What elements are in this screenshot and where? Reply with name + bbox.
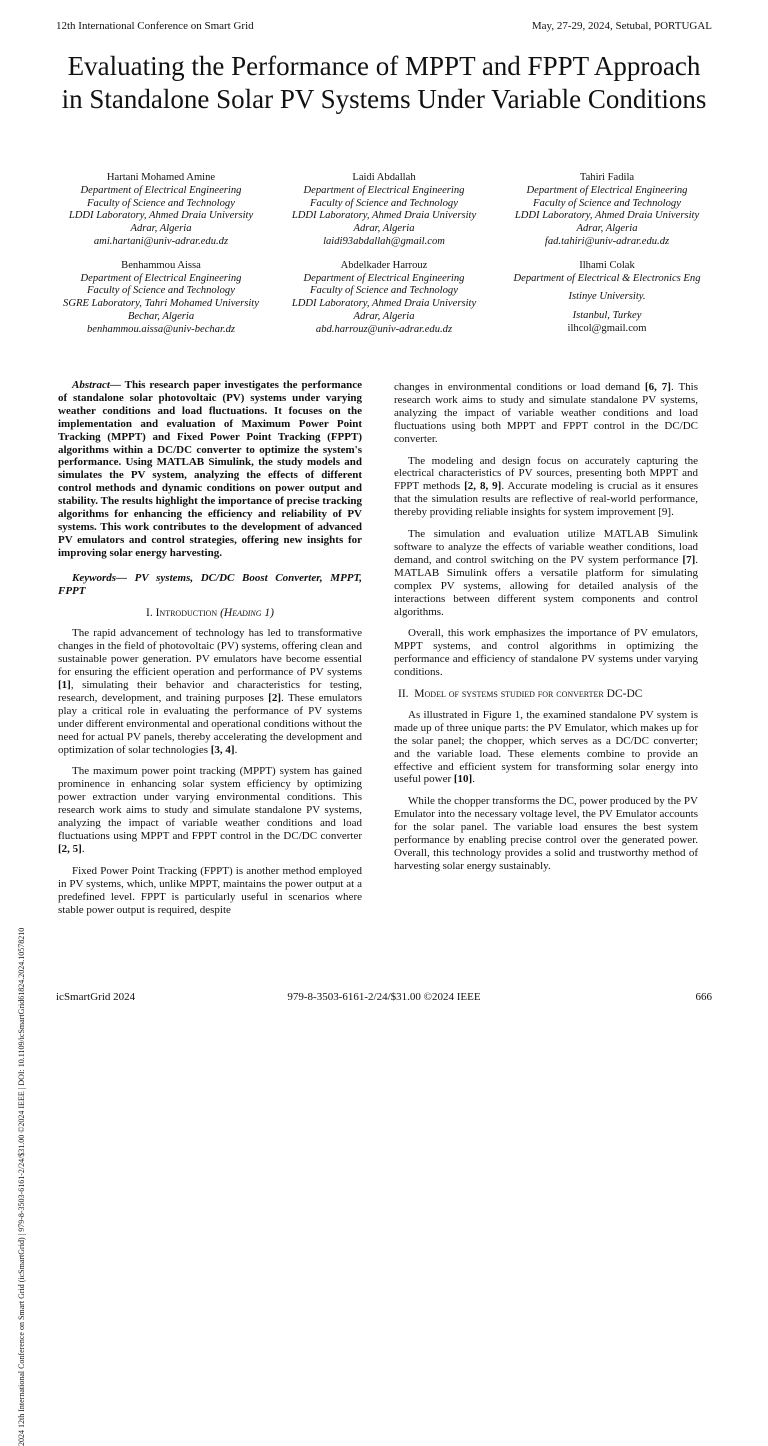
- author-card: [502, 172, 712, 249]
- text-run: .: [234, 743, 238, 756]
- running-header-conference: 12th International Conference on Smart Grid: [56, 20, 254, 32]
- author-affiliation: Faculty of Science and Technology: [533, 197, 681, 209]
- citation: [2, 8, 9]: [464, 480, 502, 493]
- author-affiliation: Faculty of Science and Technology: [310, 197, 458, 209]
- body-paragraph: [58, 627, 362, 756]
- author-card: [279, 172, 489, 249]
- body-paragraph: [394, 381, 698, 446]
- paper-title: Evaluating the Performance of MPPT and FPPT Approach in Standalone Solar PV Systems Under Variable Conditions: [61, 51, 707, 114]
- citation: [6, 7]: [644, 381, 671, 393]
- footer-conference: icSmartGrid 2024: [56, 991, 136, 1003]
- author-email: benhammou.aissa@univ-bechar.dz: [86, 323, 236, 335]
- citation: [1]: [58, 679, 71, 692]
- citation: [2]: [268, 691, 281, 704]
- author-affiliation: LDDI Laboratory, Ahmed Draia University: [291, 210, 477, 222]
- author-card: [56, 172, 266, 249]
- author-affiliation: Faculty of Science and Technology: [87, 285, 235, 297]
- author-email: ami.hartani@univ-adrar.edu.dz: [93, 235, 229, 247]
- citation: [3, 4]: [210, 743, 235, 756]
- text-run: .: [472, 773, 475, 786]
- author-card: [56, 260, 266, 337]
- text-run: The simulation and evaluation utilize MATLAB Simulink software to analyze the effects of variable weather conditions, load demand, and control switching on the PV system performance: [394, 528, 698, 566]
- author-name: Tahiri Fadila: [579, 172, 635, 183]
- author-affiliation: Adrar, Algeria: [130, 223, 192, 235]
- body-paragraph: [394, 709, 698, 786]
- section-heading-model: [394, 688, 698, 701]
- page-number: 666: [695, 991, 712, 1003]
- author-affiliation: LDDI Laboratory, Ahmed Draia University: [291, 298, 477, 310]
- author-block: [56, 172, 712, 348]
- author-name: Benhammou Aissa: [121, 259, 201, 271]
- author-affiliation: Department of Electrical Engineering: [526, 184, 688, 196]
- body-paragraph: [58, 865, 362, 917]
- text-run: The maximum power point tracking (MPPT) system has gained prominence in enhancing solar system efficiency by optimizing power extraction under varying environmental conditions. This research work aims to study and simulate standalone PV systems, analyzing the impact of variable weather conditions and load fluctuations using MPPT and FPPT control in the DC/DC converter: [58, 765, 362, 842]
- abstract: [58, 379, 362, 560]
- left-column: [58, 379, 362, 925]
- text-run: The rapid advancement of technology has led to transformative changes in the field of photovoltaic (PV) systems, offering clean and sustainable power generation. PV emulators have become essential for ensuring the efficient operation and performance of PV systems: [58, 627, 362, 679]
- text-run: While the chopper transforms the DC, power produced by the PV Emulator into the necessary voltage level, the PV Emulator accounts for the solar panel. The variable load ensures the best system performance by enabling precise control over the generated power. Overall, this technology provides a solid and trustworthy method of harvesting solar energy sustainably.: [394, 795, 698, 872]
- section-note: (Heading 1): [220, 606, 274, 619]
- author-affiliation: Department of Electrical Engineering: [80, 184, 242, 196]
- keywords-label: Keywords—: [72, 571, 127, 584]
- author-row-2: [56, 260, 712, 337]
- body-paragraph: [394, 627, 698, 679]
- text-run: . This research work aims to study and simulate standalone PV systems, analyzing the impact of variable weather conditions and load fluctuations using both MPPT and FPPT control in the DC/DC converter.: [394, 381, 699, 445]
- text-run: Fixed Power Point Tracking (FPPT) is another method employed in PV systems, which, unlike MPPT, maintains the power output at a predefined level. FPPT is particularly useful in scenarios where stable power output is required, despite: [58, 864, 362, 916]
- author-affiliation: Department of Electrical & Electronics Eng: [513, 272, 701, 284]
- doi-text: 2024 12th International Conference on Smart Grid (icSmartGrid) | 979-8-3503-6161-2/24/$31.00 ©2024 IEEE | DOI: 10.1109/icSmartGrid61824.2024.10578210: [17, 927, 26, 1446]
- running-header-date: May, 27-29, 2024, Setubal, PORTUGAL: [531, 20, 712, 32]
- body-paragraph: [394, 455, 698, 520]
- author-affiliation: Faculty of Science and Technology: [310, 285, 458, 297]
- keywords-text: PV systems, DC/DC Boost Converter, MPPT, FPPT: [58, 571, 362, 597]
- author-name: Laidi Abdallah: [352, 172, 416, 183]
- author-affiliation: Department of Electrical Engineering: [80, 272, 242, 284]
- author-affiliation: Faculty of Science and Technology: [87, 197, 235, 209]
- text-run: , simulating their behavior and characteristics for testing, research, development, and training purposes: [58, 679, 362, 704]
- author-affiliation: Istanbul, Turkey: [572, 310, 642, 322]
- section-heading-introduction: [58, 607, 362, 620]
- right-column: [394, 381, 698, 882]
- citation: [7]: [682, 553, 696, 566]
- text-run: changes in environmental conditions or load demand: [394, 381, 645, 393]
- section-number: II.: [398, 688, 409, 701]
- side-doi-strip: [17, 195, 27, 1446]
- text-run: . These emulators play a critical role in evaluating the performance of PV systems under different environmental and operational conditions without the need for actual PV panels, thereby accelerating the development and optimization of solar technologies: [58, 691, 362, 756]
- abstract-text: This research paper investigates the performance of standalone solar photovoltaic (PV) systems under varying weather conditions and load fluctuations. It focuses on the implementation and evaluation of Maximum Power Point Tracking (MPPT) and Fixed Power Point Tracking (FPPT) algorithms within a DC/DC converter to optimize the system's performance. Using MATLAB Simulink, the study models and simulates the PV system, analyzing the effects of different control methods and dynamic conditions on power output and stability. The results highlight the importance of precise tracking algorithms for enhancing the efficiency and reliability of PV systems. This work contributes to the development of advanced PV emulators and control strategies, offering new insights for improving solar energy harvesting.: [58, 379, 362, 559]
- author-email: laidi93abdallah@gmail.com: [323, 235, 445, 247]
- body-paragraph: [394, 795, 698, 872]
- author-name: Hartani Mohamed Amine: [106, 172, 216, 183]
- citation: [2, 5]: [58, 842, 82, 855]
- author-row-1: [56, 172, 712, 249]
- author-name: Ilhami Colak: [579, 259, 635, 271]
- text-run: . Accurate modeling is crucial as it ensures that the simulation results are reflective of real-world performance, thereby providing reliable insights for system improvement [9].: [394, 480, 698, 519]
- text-run: .: [81, 842, 85, 855]
- author-affiliation: LDDI Laboratory, Ahmed Draia University: [514, 210, 700, 222]
- footer-copyright: 979-8-3503-6161-2/24/$31.00 ©2024 IEEE: [287, 991, 481, 1003]
- text-run: . MATLAB Simulink offers a versatile platform for simulating complex PV systems, allowing for detailed analysis of the interactions between different system components and control algorithms.: [394, 553, 698, 618]
- text-run: Overall, this work emphasizes the importance of PV emulators, MPPT systems, and control algorithms in optimizing the performance and efficiency of standalone PV systems under varying conditions.: [394, 627, 698, 679]
- author-affiliation: SGRE Laboratory, Tahri Mohamed University: [63, 298, 259, 310]
- section-number: I.: [146, 606, 153, 619]
- author-email: abd.harrouz@univ-adrar.edu.dz: [315, 323, 453, 335]
- section-title: Model of systems studied for converter DC-DC: [414, 688, 643, 701]
- body-paragraph: [58, 765, 362, 855]
- citation: [10]: [453, 773, 473, 786]
- author-affiliation: Department of Electrical Engineering: [303, 184, 465, 196]
- author-email: ilhcol@gmail.com: [567, 322, 647, 334]
- body-paragraph: [394, 528, 698, 618]
- author-affiliation: Istinye University.: [568, 291, 646, 303]
- section-title: Introduction: [155, 606, 218, 619]
- author-affiliation: Department of Electrical Engineering: [303, 272, 465, 284]
- text-run: The modeling and design focus on accurately capturing the electrical characteristics of PV sources, presenting both MPPT and FPPT methods: [394, 454, 698, 493]
- author-affiliation: Adrar, Algeria: [576, 223, 638, 235]
- author-affiliation: Bechar, Algeria: [127, 310, 195, 322]
- author-name: Abdelkader Harrouz: [340, 259, 428, 271]
- author-card: [502, 260, 712, 337]
- text-run: As illustrated in Figure 1, the examined standalone PV system is made up of three unique parts: the PV Emulator, which makes up for the solar panel; the chopper, which serves as a DC/DC converter; and the variable load. These elements combine to provide an effective and efficient system for transforming solar energy into useful power: [394, 708, 698, 786]
- author-affiliation: Adrar, Algeria: [353, 223, 415, 235]
- author-affiliation: LDDI Laboratory, Ahmed Draia University: [68, 210, 254, 222]
- author-affiliation: Adrar, Algeria: [353, 310, 415, 322]
- abstract-label: Abstract—: [72, 379, 121, 391]
- keywords: [58, 572, 362, 598]
- author-card: [279, 260, 489, 337]
- author-email: fad.tahiri@univ-adrar.edu.dz: [544, 235, 670, 247]
